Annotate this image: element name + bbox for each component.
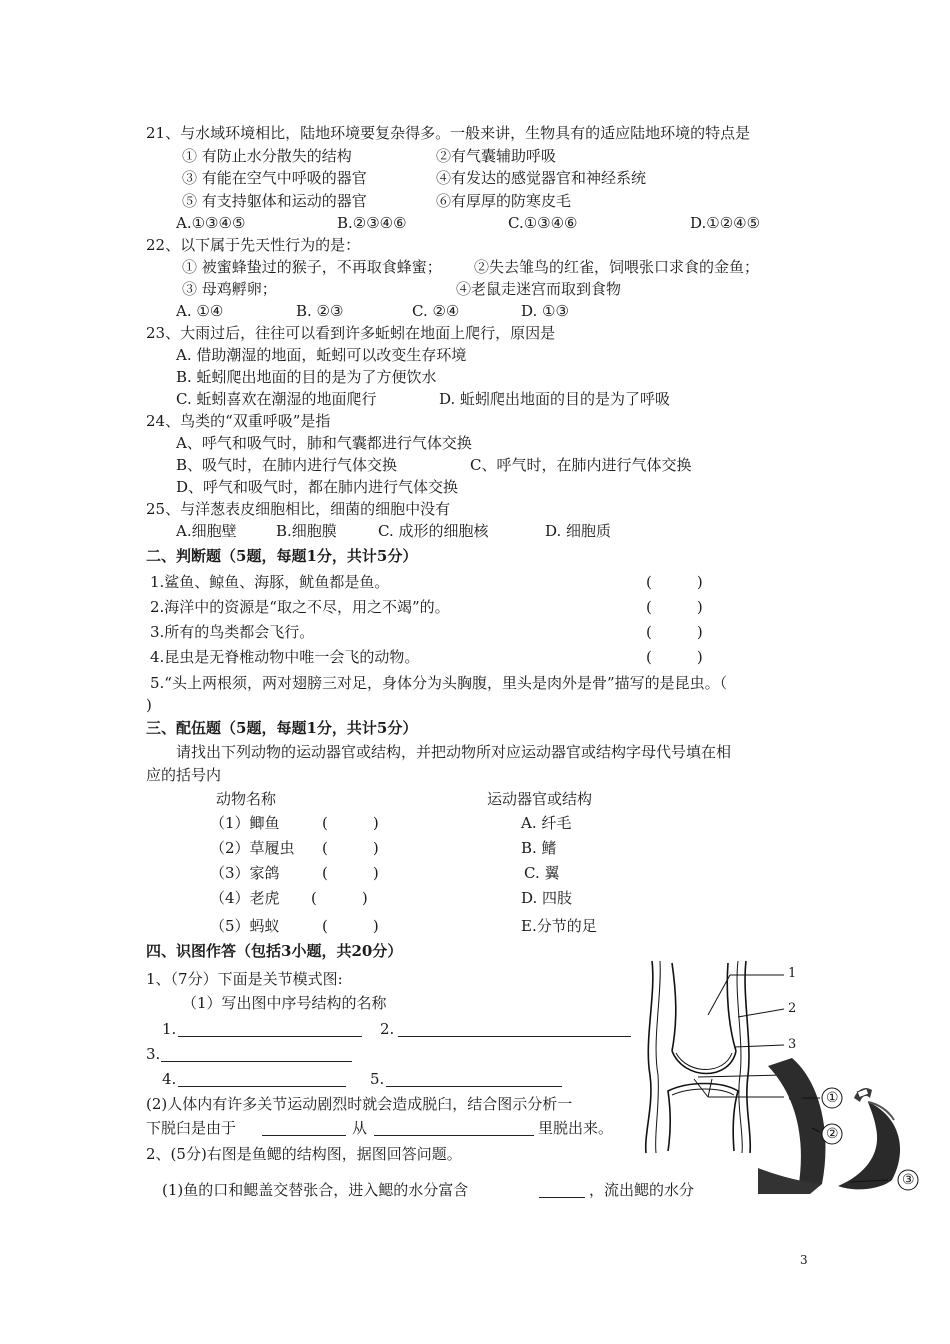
section-4-title: 四、识图作答（包括3小题，共20分） [146, 942, 403, 960]
diagram-q1-part2-line1: (2)人体内有许多关节运动剧烈时就会造成脱臼，结合图示分析一 [146, 1095, 573, 1113]
organ-a: A. 纤毛 [521, 814, 572, 832]
page-number: 3 [800, 1253, 808, 1267]
tf-item-4: 4.昆虫是无脊椎动物中唯一会飞的动物。 [150, 648, 420, 666]
q23-stem: 23、大雨过后，往往可以看到许多蚯蚓在地面上爬行，原因是 [146, 324, 556, 342]
animal-1: （1）鲫鱼 [210, 814, 280, 832]
animal-paren-1: ( ) [322, 814, 379, 832]
section-2-title: 二、判断题（5题，每题1分，共计5分） [146, 547, 418, 565]
tf-item-2: 2.海洋中的资源是“取之不尽，用之不竭”的。 [150, 598, 450, 616]
tf-item-5: 5.“头上两根须，两对翅膀三对足，身体分为头胸腹，里头是肉外是骨”描写的是昆虫。（ [150, 674, 728, 692]
section-3-title: 三、配伍题（5题，每题1分，共计5分） [146, 719, 418, 737]
tf-paren-1: ( ) [646, 573, 703, 591]
animal-paren-2: ( ) [322, 839, 379, 857]
organ-c: C. 翼 [524, 864, 560, 882]
tf-item-1: 1.鲨鱼、鲸鱼、海豚，鱿鱼都是鱼。 [150, 573, 390, 591]
gill-label-3: ③ [902, 1172, 915, 1188]
diagram-q1-part2-line2: 下脱臼是由于 [146, 1119, 237, 1137]
q22-stem: 22、以下属于先天性行为的是： [146, 236, 361, 254]
organ-b: B. 鳍 [521, 839, 557, 857]
q23-choice-b: B. 蚯蚓爬出地面的目的是为了方便饮水 [176, 368, 437, 386]
blank-4-line[interactable] [178, 1072, 346, 1087]
q23-choice-a: A. 借助潮湿的地面，蚯蚓可以改变生存环境 [176, 346, 467, 364]
blank-1-line[interactable] [178, 1022, 362, 1037]
animal-paren-3: ( ) [322, 864, 379, 882]
blank-5-line[interactable] [386, 1072, 562, 1087]
q21-option-3: ③ 有能在空气中呼吸的器官 [182, 169, 367, 187]
q21-option-1: ① 有防止水分散失的结构 [182, 147, 352, 165]
q24-choice-c: C、呼气时，在肺内进行气体交换 [470, 456, 692, 474]
blank-1-label: 1. [162, 1020, 177, 1038]
tf-item-3: 3.所有的鸟类都会飞行。 [150, 623, 315, 641]
q21-choice-d: D.①②④⑤ [690, 214, 761, 232]
blank-3-label: 3. [146, 1045, 161, 1063]
q25-choice-b: B.细胞膜 [276, 522, 337, 540]
blank-2-line[interactable] [398, 1022, 631, 1037]
diagram-q2-part1a: (1)鱼的口和鳃盖交替张合，进入鳃的水分富含 [162, 1181, 469, 1199]
q25-choice-c: C. 成形的细胞核 [378, 522, 489, 540]
q21-option-6: ⑥有厚厚的防寒皮毛 [436, 192, 572, 210]
dislocation-blank-2[interactable] [374, 1121, 534, 1136]
q23-choice-c: C. 蚯蚓喜欢在潮湿的地面爬行 [176, 390, 377, 408]
gill-label-2: ② [826, 1126, 839, 1142]
dislocation-end: 里脱出来。 [538, 1119, 614, 1137]
q25-choice-a: A.细胞壁 [176, 522, 237, 540]
q24-stem: 24、鸟类的“双重呼吸”是指 [146, 412, 331, 430]
tf-paren-4: ( ) [646, 648, 703, 666]
q21-option-4: ④有发达的感觉器官和神经系统 [436, 169, 647, 187]
diagram-q2-part1b: ，流出鳃的水分 [589, 1181, 695, 1199]
animal-5: （5）蚂蚁 [210, 917, 280, 935]
q22-choice-b: B. ②③ [296, 302, 344, 320]
dislocation-from: 从 [352, 1119, 368, 1137]
matching-instruction-1: 请找出下列动物的运动器官或结构，并把动物所对应运动器官或结构字母代号填在相 [176, 743, 732, 761]
diagram-q2-stem: 2、(5分)右图是鱼鳃的结构图，据图回答问题。 [146, 1145, 462, 1163]
animal-paren-4: ( ) [311, 889, 368, 907]
q21-stem: 21、与水域环境相比，陆地环境要复杂得多。一般来讲，生物具有的适应陆地环境的特点是 [146, 124, 751, 142]
q24-choice-a: A、呼气和吸气时，肺和气囊都进行气体交换 [176, 434, 472, 452]
matching-instruction-2: 应的括号内 [146, 766, 222, 784]
q23-choice-d: D. 蚯蚓爬出地面的目的是为了呼吸 [439, 390, 671, 408]
blank-3-line[interactable] [161, 1047, 352, 1062]
animal-paren-5: ( ) [322, 917, 379, 935]
animal-3: （3）家鸽 [210, 864, 280, 882]
diagram-q1-sub1: （1）写出图中序号结构的名称 [182, 994, 387, 1012]
joint-label-1: 1 [788, 966, 797, 981]
q22-option-4: ④老鼠走迷宫而取到食物 [456, 280, 622, 298]
q21-choice-c: C.①③④⑥ [508, 214, 578, 232]
q24-choice-b: B、吸气时，在肺内进行气体交换 [176, 456, 398, 474]
q21-choice-a: A.①③④⑤ [176, 214, 246, 232]
diagram-q1-stem: 1、（7分）下面是关节模式图: [146, 970, 343, 988]
matching-col-organs: 运动器官或结构 [487, 790, 593, 808]
tf-item-5-close: ) [146, 696, 152, 714]
q22-option-3: ③ 母鸡孵卵； [182, 280, 277, 298]
gill-label-1: ① [826, 1090, 839, 1106]
q22-choice-d: D. ①③ [521, 302, 569, 320]
blank-2-label: 2. [380, 1020, 395, 1038]
tf-paren-2: ( ) [646, 598, 703, 616]
dislocation-blank-1[interactable] [262, 1121, 346, 1136]
q25-choice-d: D. 细胞质 [545, 522, 612, 540]
animal-2: （2）草履虫 [210, 839, 295, 857]
joint-label-2: 2 [788, 1001, 797, 1016]
q24-choice-d: D、呼气和吸气时，都在肺内进行气体交换 [176, 478, 459, 496]
matching-col-animals: 动物名称 [216, 790, 277, 808]
joint-label-3: 3 [788, 1037, 797, 1052]
q22-option-1: ① 被蜜蜂蛰过的猴子，不再取食蜂蜜； [182, 258, 442, 276]
organ-d: D. 四肢 [521, 889, 573, 907]
blank-5-label: 5. [370, 1070, 385, 1088]
q21-option-5: ⑤ 有支持躯体和运动的器官 [182, 192, 367, 210]
q22-option-2: ②失去雏鸟的红雀，饲喂张口求食的金鱼； [474, 258, 760, 276]
blank-4-label: 4. [162, 1070, 177, 1088]
animal-4: （4）老虎 [210, 889, 280, 907]
q21-choice-b: B.②③④⑥ [337, 214, 407, 232]
organ-e: E.分节的足 [521, 917, 597, 935]
q22-choice-a: A. ①④ [176, 302, 224, 320]
tf-paren-3: ( ) [646, 623, 703, 641]
gill-blank-1[interactable] [539, 1183, 585, 1198]
q22-choice-c: C. ②④ [412, 302, 460, 320]
q21-option-2: ②有气囊辅助呼吸 [436, 147, 557, 165]
q25-stem: 25、与洋葱表皮细胞相比，细菌的细胞中没有 [146, 500, 451, 518]
